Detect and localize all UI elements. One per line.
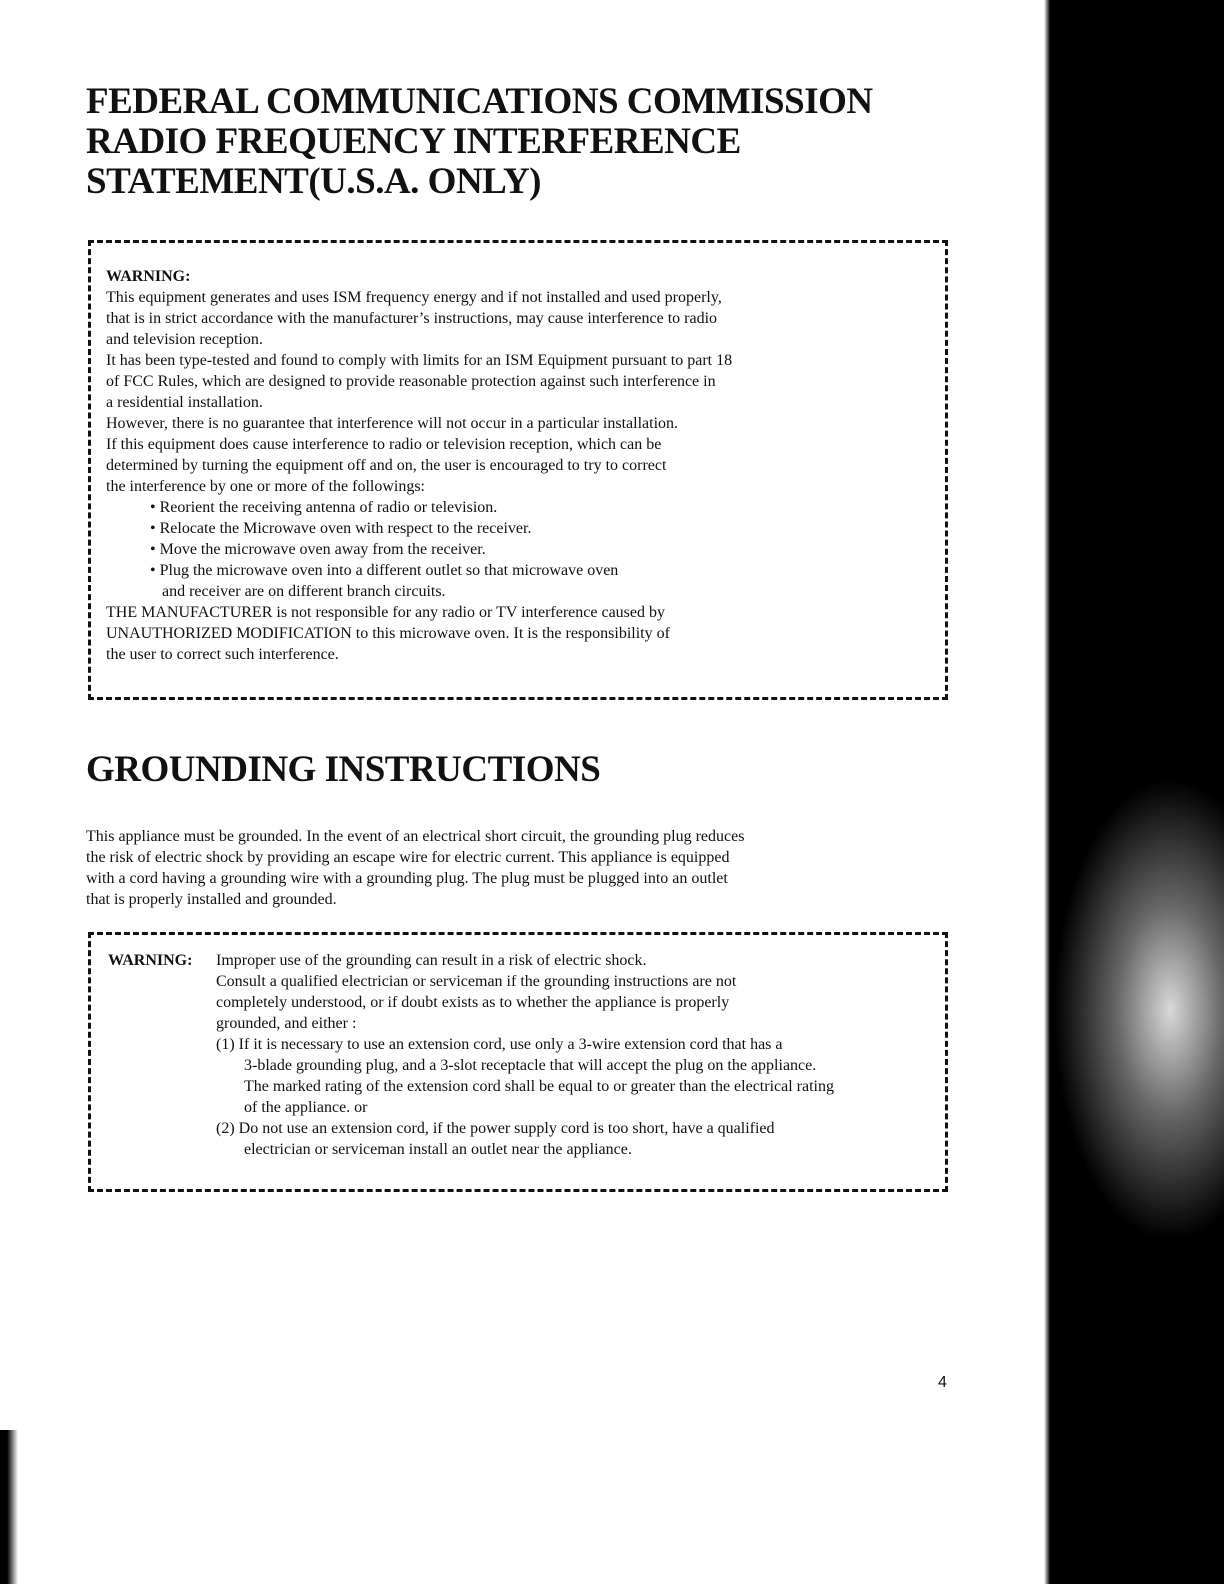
fcc-closing-line: the user to correct such interference.: [106, 646, 339, 663]
fcc-text-line: determined by turning the equipment off and on, the user is encouraged to try to correct: [106, 457, 667, 474]
fcc-warning-content: [106, 266, 866, 665]
fcc-title-line: RADIO FREQUENCY INTERFERENCE: [86, 121, 741, 162]
fcc-text-line: However, there is no guarantee that interference will not occur in a particular installation.: [106, 415, 679, 432]
fcc-text-line: that is in strict accordance with the manufacturer’s instructions, may cause interference to radio: [106, 310, 718, 327]
fcc-bullet-item: • Move the microwave oven away from the receiver.: [150, 541, 486, 558]
grounding-item-1-line: The marked rating of the extension cord shall be equal to or greater than the electrical rating: [244, 1078, 834, 1095]
scan-binding-shadow: [0, 1430, 18, 1584]
fcc-bullet-list: [106, 497, 866, 581]
grounding-warning-line: Consult a qualified electrician or serviceman if the grounding instructions are not: [216, 973, 737, 990]
fcc-warning-label: WARNING:: [106, 268, 191, 285]
fcc-bullet-continuation: and receiver are on different branch circuits.: [162, 583, 446, 600]
grounding-title: GROUNDING INSTRUCTIONS: [86, 749, 601, 790]
grounding-warning-label: WARNING:: [108, 952, 193, 969]
fcc-text-line: If this equipment does cause interference to radio or television reception, which can be: [106, 436, 662, 453]
grounding-line: the risk of electric shock by providing an escape wire for electric current. This appliance is equipped: [86, 849, 730, 866]
grounding-warning-line: completely understood, or if doubt exists as to whether the appliance is properly: [216, 994, 730, 1011]
grounding-line: with a cord having a grounding wire with a grounding plug. The plug must be plugged into an outlet: [86, 870, 728, 887]
scan-glare: [1044, 760, 1224, 1260]
grounding-warning-content: [108, 950, 938, 1160]
grounding-item-1-line: 3-blade grounding plug, and a 3-slot receptacle that will accept the plug on the appliance.: [244, 1057, 817, 1074]
page-number: 4: [938, 1374, 947, 1391]
grounding-line: that is properly installed and grounded.: [86, 891, 337, 908]
grounding-line: This appliance must be grounded. In the event of an electrical short circuit, the grounding plug reduces: [86, 828, 745, 845]
fcc-text-line: and television reception.: [106, 331, 263, 348]
fcc-bullet-item: • Reorient the receiving antenna of radio or television.: [150, 499, 498, 516]
fcc-title-line: FEDERAL COMMUNICATIONS COMMISSION: [86, 81, 873, 122]
grounding-warning-row: [108, 950, 938, 971]
fcc-closing-line: UNAUTHORIZED MODIFICATION to this microwave oven. It is the responsibility of: [106, 625, 670, 642]
fcc-text-line: the interference by one or more of the followings:: [106, 478, 425, 495]
fcc-text-line: It has been type-tested and found to comply with limits for an ISM Equipment pursuant to part 18: [106, 352, 733, 369]
grounding-item-2-line: electrician or serviceman install an outlet near the appliance.: [244, 1141, 632, 1158]
grounding-item-1: (1) If it is necessary to use an extension cord, use only a 3-wire extension cord that has a: [216, 1036, 783, 1053]
grounding-warning-line: grounded, and either :: [216, 1015, 357, 1032]
fcc-text-line: a residential installation.: [106, 394, 263, 411]
fcc-bullet-item: • Plug the microwave oven into a different outlet so that microwave oven: [150, 562, 619, 579]
grounding-item-1-line: of the appliance. or: [244, 1099, 368, 1116]
fcc-bullet-item: • Relocate the Microwave oven with respect to the receiver.: [150, 520, 532, 537]
grounding-item-2: (2) Do not use an extension cord, if the power supply cord is too short, have a qualified: [216, 1120, 775, 1137]
fcc-text-line: This equipment generates and uses ISM frequency energy and if not installed and used properly,: [106, 289, 722, 306]
fcc-text-line: of FCC Rules, which are designed to provide reasonable protection against such interference in: [106, 373, 716, 390]
grounding-paragraph: [86, 826, 866, 910]
fcc-title-line: STATEMENT(U.S.A. ONLY): [86, 161, 542, 202]
fcc-title: [86, 82, 966, 202]
fcc-closing-line: THE MANUFACTURER is not responsible for any radio or TV interference caused by: [106, 604, 665, 621]
grounding-warning-first: Improper use of the grounding can result in a risk of electric shock.: [216, 952, 647, 969]
